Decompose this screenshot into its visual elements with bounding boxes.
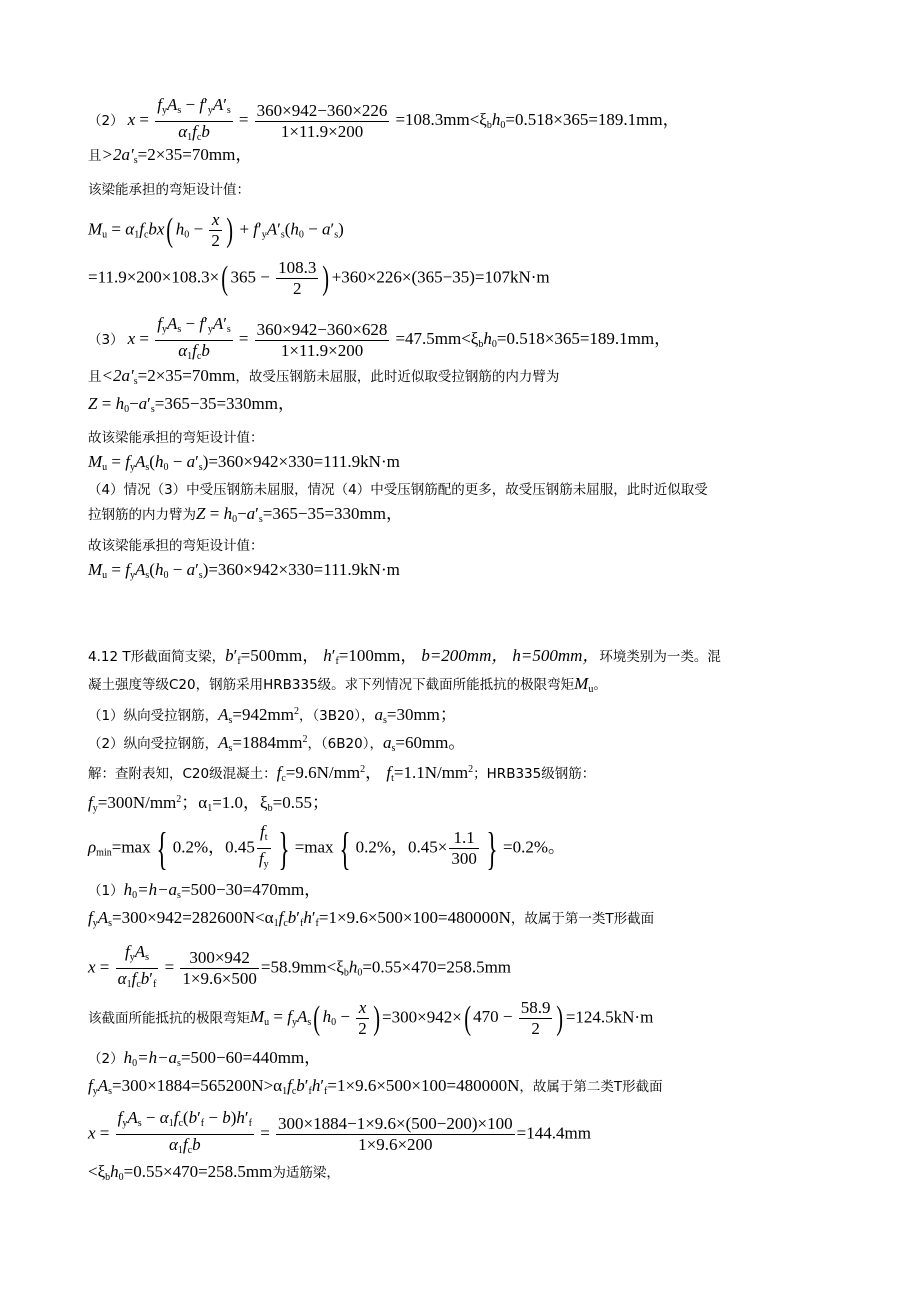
- solution-line-5: $f_yA_s=300\times 942=282600N<\alpha_1f_cb'_fh'_f=1\times 9.6\times 500\times 100=480000N$，故属于第一类T形截面: [88, 908, 655, 929]
- text-line-9: 故该梁能承担的弯矩设计值：: [88, 430, 264, 446]
- eq-line-10: $M_u = f_yA_s(h_0 - a'_s)=360\times 942\times 330=111.9kN\cdot m$: [88, 452, 400, 473]
- eq-line-4: $M_u = \alpha_1f_cbx$( $h_0$ − $\frac{x}{2}$ ) + $f'_yA'_s(h_0 - a'_s)$: [88, 210, 344, 250]
- problem-line-1: 4.12 T形截面简支梁，$b'_f=500mm$， $h'_f=100mm$， b=200mm， h=500mm，环境类别为一类。混: [88, 646, 721, 667]
- eq-line-8: $Z = h_0-a'_s=365-35=330mm$，: [88, 394, 295, 415]
- solution-line-7: 该截面所能抵抗的极限弯矩$M_u = f_yA_s$( $h_0$ − $\frac{x}{2}$ ) =300×942×( 470 − $\frac{58.9}{2}$ ) =124.5kN·m: [88, 998, 654, 1038]
- solution-line-9: $f_yA_s=300\times 1884=565200N>\alpha_1f_cb'_fh'_f=1\times 9.6\times 500\times 100=480000N$，故属于第二类T形截面: [88, 1076, 663, 1097]
- solution-line-3: $\rho_{min}=\max$ { 0.2%，0.45 $\frac{f_t}{f_y}$ } =max { 0.2%，0.45× $\frac{1.1}{300}$ } =0.2%。: [88, 822, 565, 874]
- eq-line-1: （2） x = $\frac{f_yA_s - f'_yA'_s}{\alpha_1f_cb}$ = $\frac{360\times 942-360\times 226}{1\times 11.9\times 200}$ $=108.3mm<\xi_bh_0=0.518\times 365=189.1mm$，: [88, 95, 680, 148]
- solution-line-4: $(1)h_0=h-a_s=500-30=470mm$，: [88, 880, 322, 901]
- eq-line-2: 且$>2a'_s=2\times 35=70mm$，: [88, 145, 253, 166]
- eq-line-12: 拉钢筋的内力臂为$Z = h_0-a'_s=365-35=330mm$，: [88, 504, 403, 525]
- text-line-13: 故该梁能承担的弯矩设计值：: [88, 538, 264, 554]
- fraction-values: $\frac{360\times 942-360\times 226}{1\times 11.9\times 200}$: [256, 101, 388, 141]
- solution-line-1: 解：查附表知，C20级混凝土：$f_c=9.6N/mm^2$， $f_t=1.1N/mm^2$；HRB335级钢筋：: [88, 763, 596, 784]
- eq-line-7: 且$<2a'_s=2\times 35=70mm$，故受压钢筋未屈服，此时近似取受拉钢筋的内力臂为: [88, 366, 560, 387]
- solution-line-11: $<\xi_bh_0=0.55\times 470=258.5mm$为适筋梁，: [88, 1162, 340, 1183]
- solution-line-8: $(2)h_0=h-a_s=500-60=440mm$，: [88, 1048, 322, 1069]
- solution-line-10: x = $\frac{f_yA_s - \alpha_1f_c(b'_f - b)h'_f}{\alpha_1f_cb}$ = $\frac{300\times 1884-1\times 9.6\times(500-200)\times 100}{1\times 9.6\times 200}$ =144.4mm: [88, 1108, 591, 1156]
- eq-line-14: $M_u = f_yA_s(h_0 - a'_s)=360\times 942\times 330=111.9kN\cdot m$: [88, 560, 400, 581]
- problem-line-3: （1）纵向受拉钢筋，$A_s=942mm^2$，（3B20），$a_s=30mm$；: [88, 705, 457, 726]
- problem-line-2: 凝土强度等级C20，钢筋采用HRB335级。求下列情况下截面所能抵抗的极限弯矩$M_u$。: [88, 674, 607, 695]
- solution-line-2: $f_y=300N/mm^2$；$\alpha_1=1.0$，$\xi_b=0.55$；: [88, 793, 329, 814]
- solution-line-6: x = $\frac{f_yA_s}{\alpha_1f_cb'_f}$ = $\frac{300\times 942}{1\times 9.6\times 500}$ $=58.9mm<\xi_bh_0=0.55\times 470=258.5mm$: [88, 942, 512, 990]
- fraction: $\frac{f_yA_s - f'_yA'_s}{\alpha_1f_cb}$: [157, 95, 231, 143]
- eq-line-5: =11.9×200×108.3×( 365 − $\frac{108.3}{2}$ ) +360×226×(365−35)=107kN·m: [88, 258, 550, 298]
- text-line-11: （4）情况（3）中受压钢筋未屈服，情况（4）中受压钢筋配的更多，故受压钢筋未屈服，此时近似取受: [88, 482, 708, 498]
- text-line-3: 该梁能承担的弯矩设计值：: [88, 182, 250, 198]
- problem-line-4: （2）纵向受拉钢筋，$A_s=1884mm^2$，（6B20），$a_s=60mm$。: [88, 733, 466, 754]
- eq-line-6: （3） x = $\frac{f_yA_s - f'_yA'_s}{\alpha_1f_cb}$ = $\frac{360\times 942-360\times 628}{1\times 11.9\times 200}$ $=47.5mm<\xi_bh_0=0.518\times 365=189.1mm$，: [88, 314, 672, 362]
